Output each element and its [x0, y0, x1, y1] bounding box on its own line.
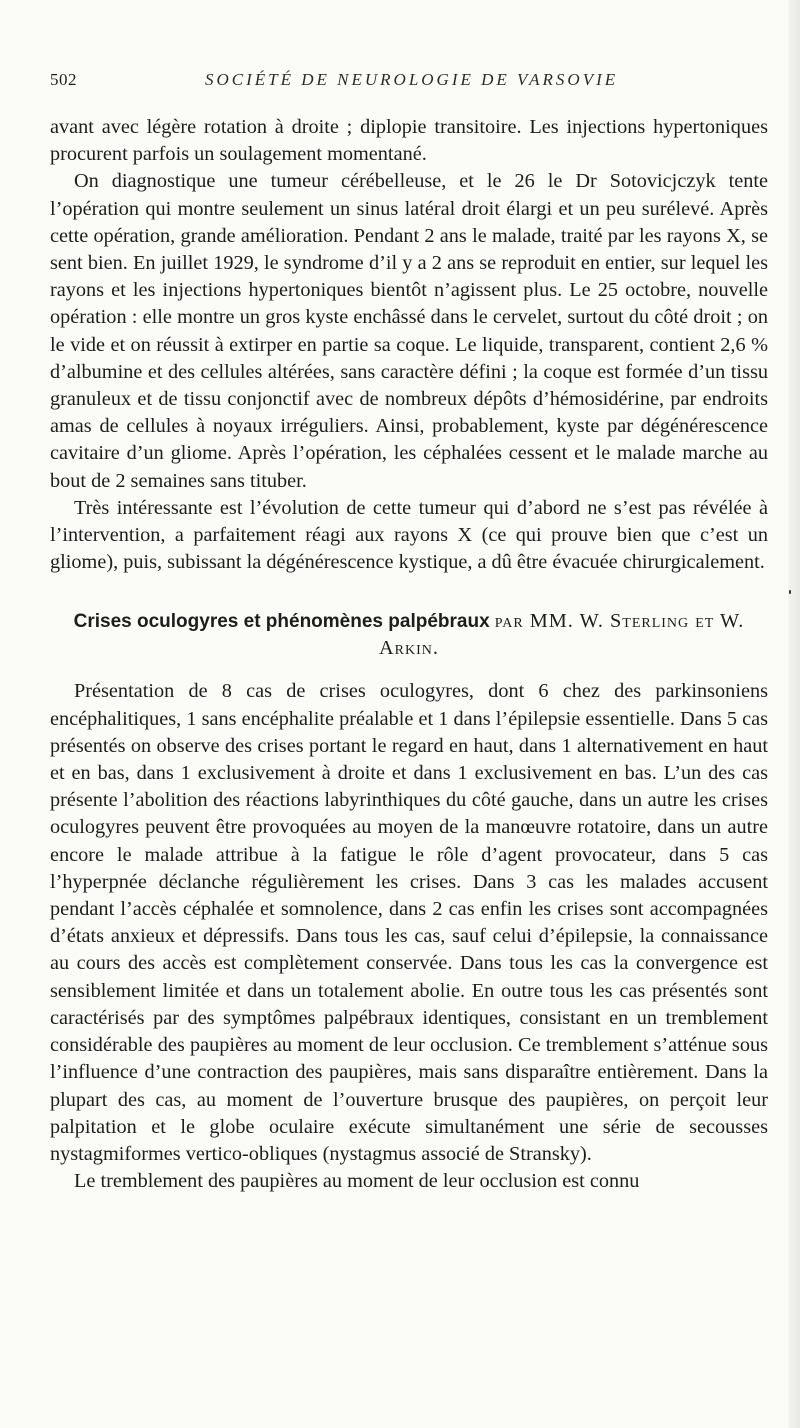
- page-number: 502: [50, 70, 77, 89]
- paragraph-2: On diagnostique une tumeur cérébelleuse, et le 26 le Dr Sotovicjczyk tente l’opération qui montre seulement un sinus latéral droit élargi et un peu surélevé. Après cette opération, grande amélioration. Pendant 2 ans le malade, traité par les rayons X, se sent bien. En juillet 1929, le syndrome d’il y a 2 ans se reproduit en entier, sur lequel les rayons et les injections hypertoniques bientôt n’agissent plus. Le 25 octobre, nouvelle opération : elle montre un gros kyste enchâssé dans le cervelet, surtout du côté droit ; on le vide et on réussit à extirper en partie sa coque. Le liquide, transparent, contient 2,6 % d’albumine et des cellules altérées, sans caractère défini ; la coque est formée d’un tissu granuleux et de tissu conjonctif avec de nombreux dépôts d’hémosidérine, par endroits amas de cellules à noyaux irréguliers. Ainsi, probablement, kyste par dégénérescence cavitaire d’un gliome. Après l’opération, les céphalées cessent et le malade marche au bout de 2 semaines sans tituber.: [50, 170, 768, 492]
- section-body: [50, 678, 768, 1195]
- section-title: Crises oculogyres et phénomènes palpébraux: [73, 611, 490, 633]
- paragraph-1: avant avec légère rotation à droite ; diplopie transitoire. Les injections hypertoniques procurent parfois un soulagement momentané.: [50, 116, 768, 166]
- journal-title: SOCIÉTÉ DE NEUROLOGIE DE VARSOVIE: [205, 70, 619, 89]
- page-edge-shadow: [788, 0, 800, 1428]
- document-page: [50, 62, 768, 1412]
- running-head: [50, 62, 768, 90]
- print-speck: [789, 590, 791, 594]
- case-report: [50, 114, 768, 576]
- section-paragraph-1: Présentation de 8 cas de crises oculogyres, dont 6 chez des parkinsoniens encéphalitiques, 1 sans encéphalite préalable et 1 dans l’épilepsie essentielle. Dans 5 cas présentés on observe des crises portant le regard en haut, dans 1 alternativement en haut et en bas, dans 1 exclusivement à droite et dans 1 exclusivement en bas. L’un des cas présente l’abolition des réactions labyrinthiques du côté gauche, dans un autre les crises oculogyres peuvent être provoquées au moyen de la manœuvre rotatoire, dans un autre encore le malade attribue à la fatigue le rôle d’agent provocateur, dans 5 cas l’hyperpnée déclanche régulièrement les crises. Dans 3 cas les malades accusent pendant l’accès céphalée et somnolence, dans 2 cas enfin les crises sont accompagnées d’états anxieux et dépressifs. Dans tous les cas, sauf celui d’épilepsie, la connaissance au cours des accès est complètement conservée. Dans tous les cas la convergence est sensiblement limitée et dans un totalement abolie. En outre tous les cas présentés sont caractérisés par des symptômes palpébraux identiques, consistant en un tremblement considérable des paupières au moment de leur occlusion. Ce tremblement s’atténue sous l’influence d’une contraction des paupières, mais sans disparaître entièrement. Dans la plupart des cas, au moment de l’ouverture brusque des paupières, on perçoit leur palpitation et le globe oculaire exécute simultanément une série de secousses nystagmiformes vertico-obliques (nystagmus associé de Stransky).: [50, 680, 768, 1165]
- section-paragraph-2: Le tremblement des paupières au moment de leur occlusion est connu: [74, 1170, 640, 1193]
- section-authors: par MM. W. Sterling et W. Arkin.: [379, 610, 745, 660]
- section-heading: [50, 608, 768, 662]
- paragraph-3: Très intéressante est l’évolution de cette tumeur qui d’abord ne s’est pas révélée à l’intervention, a parfaitement réagi aux rayons X (ce qui prouve bien que c’est un gliome), puis, subissant la dégénérescence kystique, a dû être évacuée chirurgicalement.: [50, 496, 768, 574]
